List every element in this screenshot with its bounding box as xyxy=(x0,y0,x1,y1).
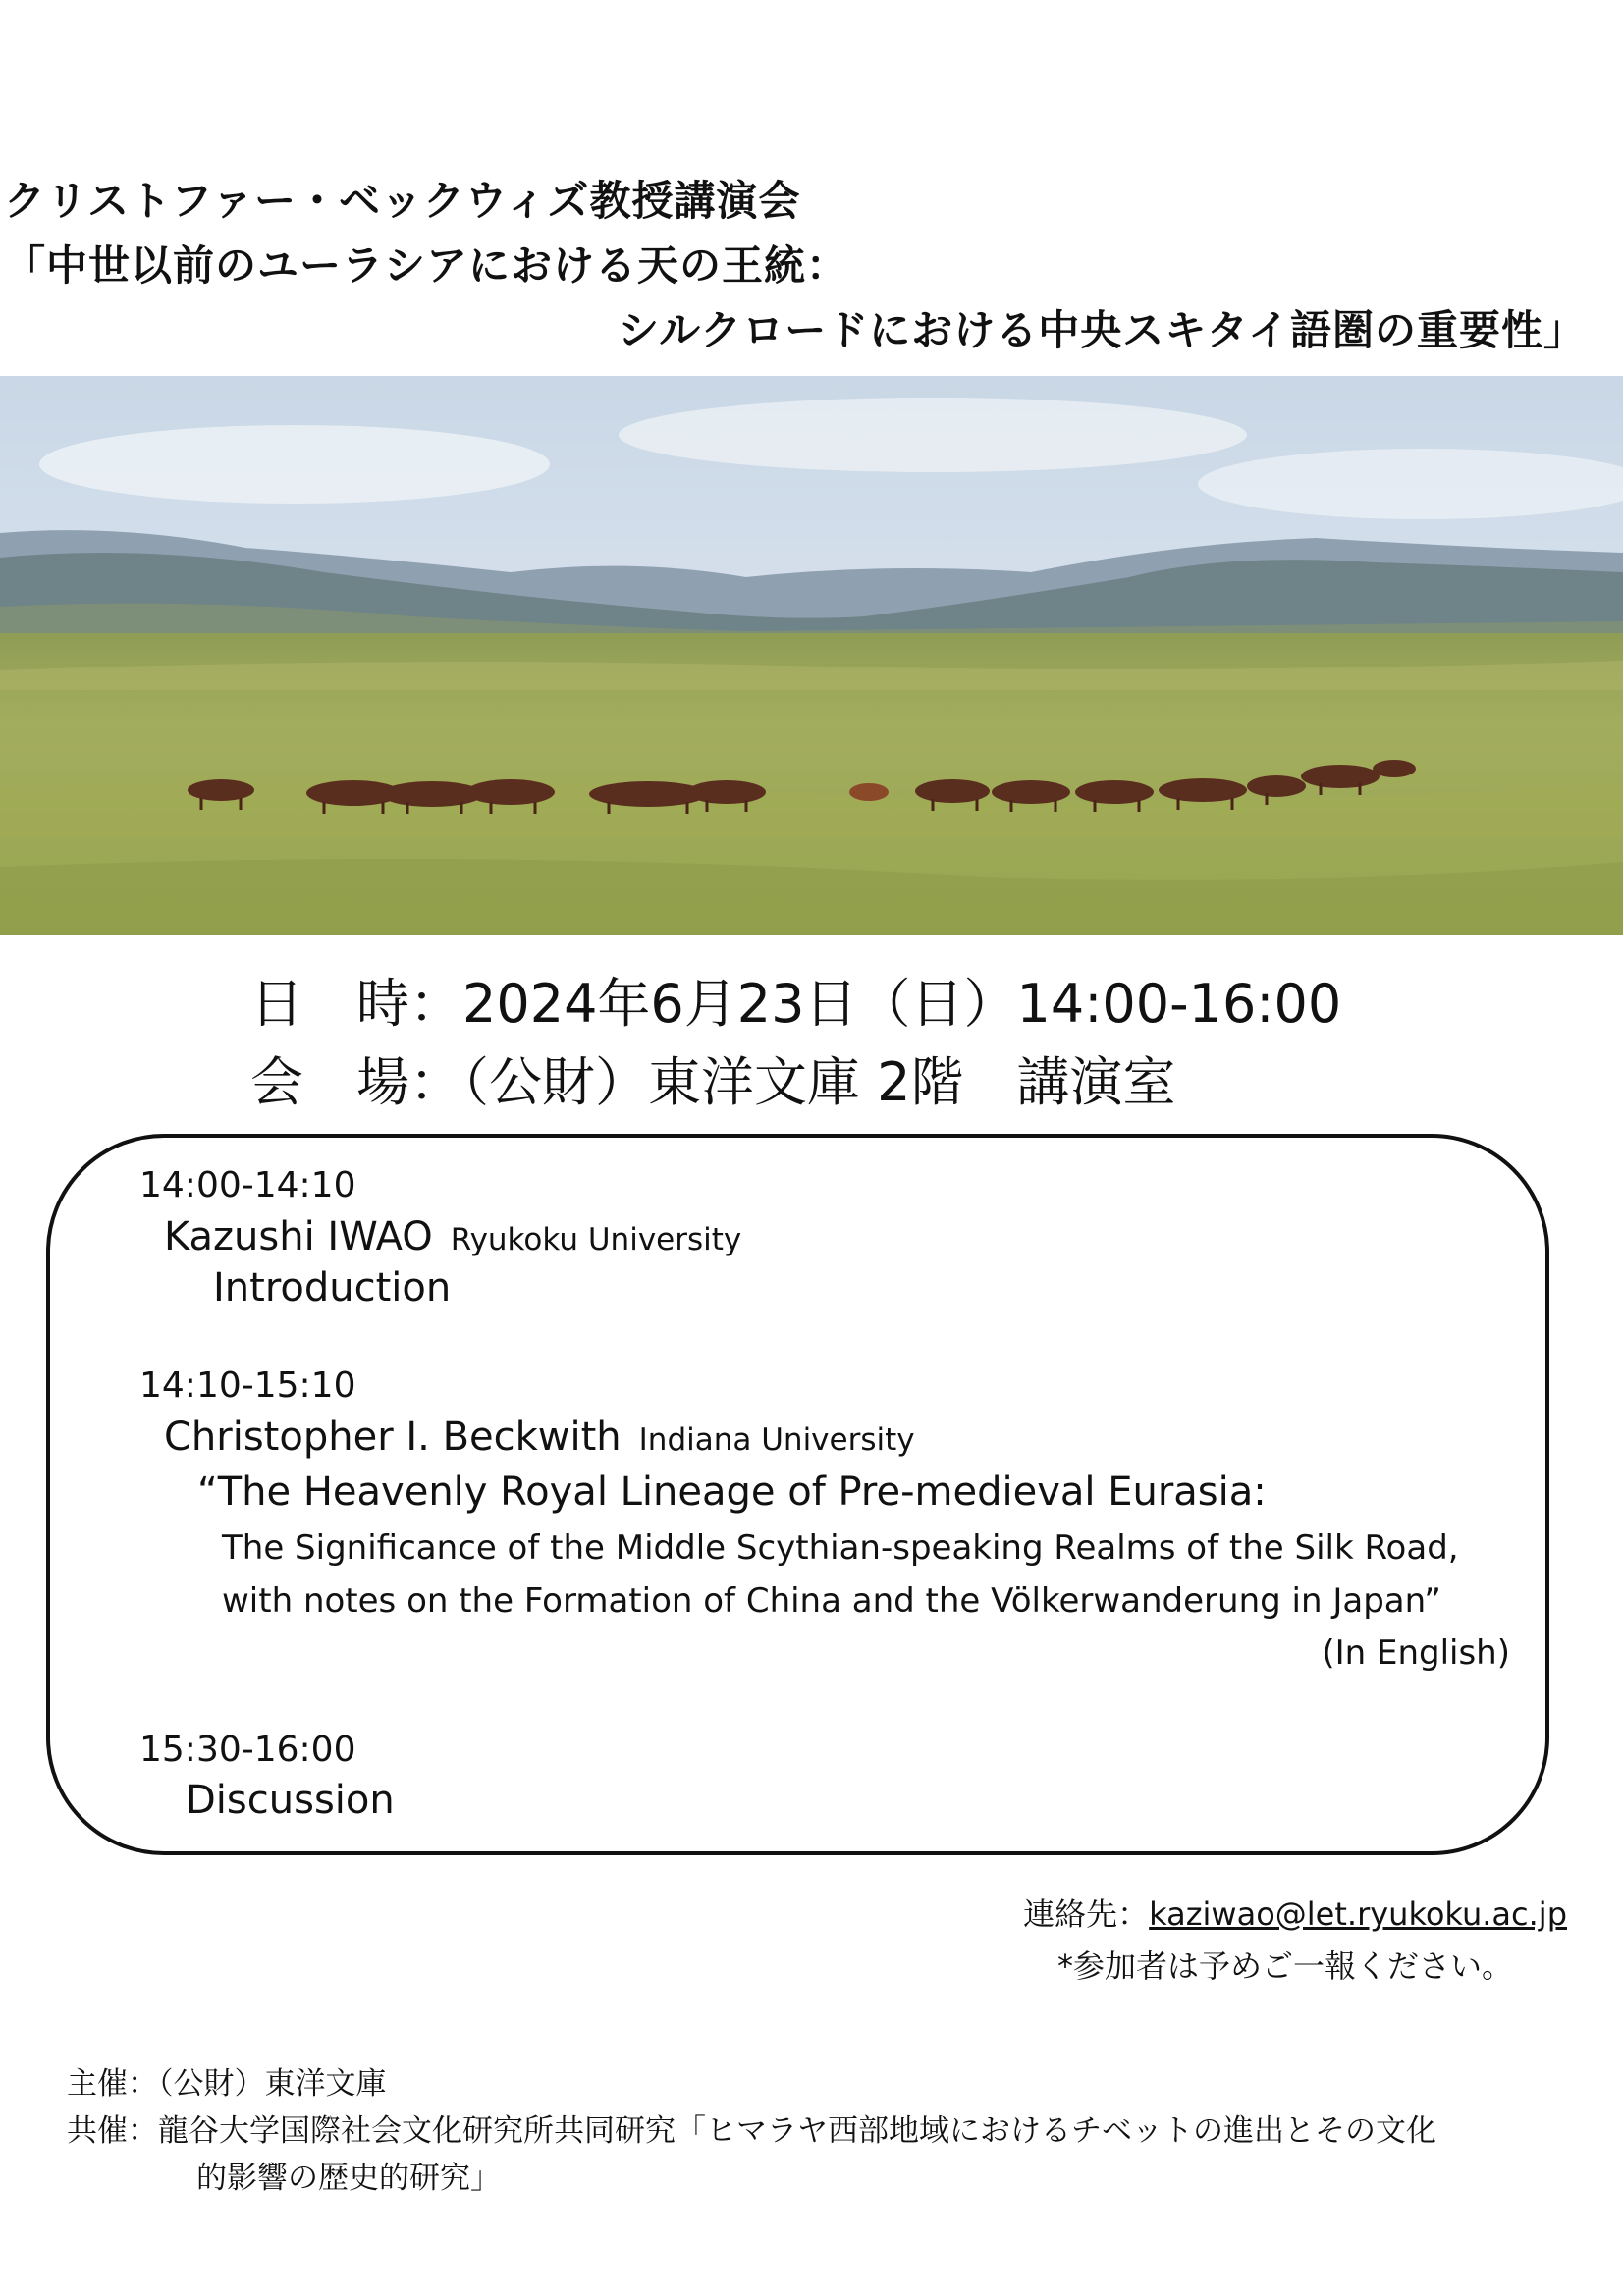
host-organizer: 主催：（公財）東洋文庫 xyxy=(67,2066,387,2102)
speaker-affiliation: Indiana University xyxy=(638,1422,915,1458)
program-box xyxy=(46,1134,1549,1855)
program-subtitle-1: The Significance of the Middle Scythian-speaking Realms of the Silk Road, xyxy=(222,1528,1459,1568)
cohost-organizer-line-1: 共催：龍谷大学国際社会文化研究所共同研究「ヒマラヤ西部地域におけるチベットの進出とその文化 xyxy=(67,2113,1436,2149)
speaker-name: Kazushi IWAO xyxy=(164,1214,433,1259)
event-date xyxy=(250,962,1341,1038)
program-time-3: 15:30-16:00 xyxy=(139,1730,356,1770)
program-time-1: 14:00-14:10 xyxy=(139,1165,356,1205)
contact-email-link[interactable]: kaziwao@let.ryukoku.ac.jp xyxy=(1149,1896,1567,1933)
program-subtitle-2: with notes on the Formation of China and the Völkerwanderung in Japan” xyxy=(222,1581,1441,1621)
steppe-horses-landscape-icon xyxy=(0,376,1623,935)
venue-value: （公財）東洋文庫 2階 講演室 xyxy=(462,1051,1176,1113)
contact-note: *参加者は予めご一報ください。 xyxy=(1056,1948,1513,1985)
contact-label: 連絡先： xyxy=(1023,1896,1150,1933)
venue-label: 会 場： xyxy=(250,1051,462,1113)
title-line-1: クリストファー・ベックウィズ教授講演会 xyxy=(4,177,801,225)
program-title-2: “The Heavenly Royal Lineage of Pre-medieval Eurasia: xyxy=(197,1469,1267,1515)
speaker-name: Christopher I. Beckwith xyxy=(164,1415,622,1460)
steppe-horses-photo xyxy=(0,376,1623,935)
program-speaker-2 xyxy=(164,1415,915,1460)
title-line-2: 「中世以前のユーラシアにおける天の王統： xyxy=(4,241,849,290)
event-venue xyxy=(250,1041,1176,1116)
contact-line xyxy=(1023,1890,1567,1935)
speaker-affiliation: Ryukoku University xyxy=(450,1222,742,1257)
program-language: (In English) xyxy=(1322,1633,1510,1673)
program-speaker-1 xyxy=(164,1214,741,1259)
program-time-2: 14:10-15:10 xyxy=(139,1365,356,1406)
program-title-3: Discussion xyxy=(186,1778,395,1823)
date-label: 日 時： xyxy=(250,973,462,1035)
program-title-1: Introduction xyxy=(213,1265,452,1310)
cohost-organizer-line-2: 的影響の歴史的研究」 xyxy=(196,2161,501,2196)
date-value: 2024年6月23日（日）14:00-16:00 xyxy=(462,973,1342,1035)
title-line-3: シルクロードにおける中央スキタイ語圏の重要性」 xyxy=(618,306,1586,354)
